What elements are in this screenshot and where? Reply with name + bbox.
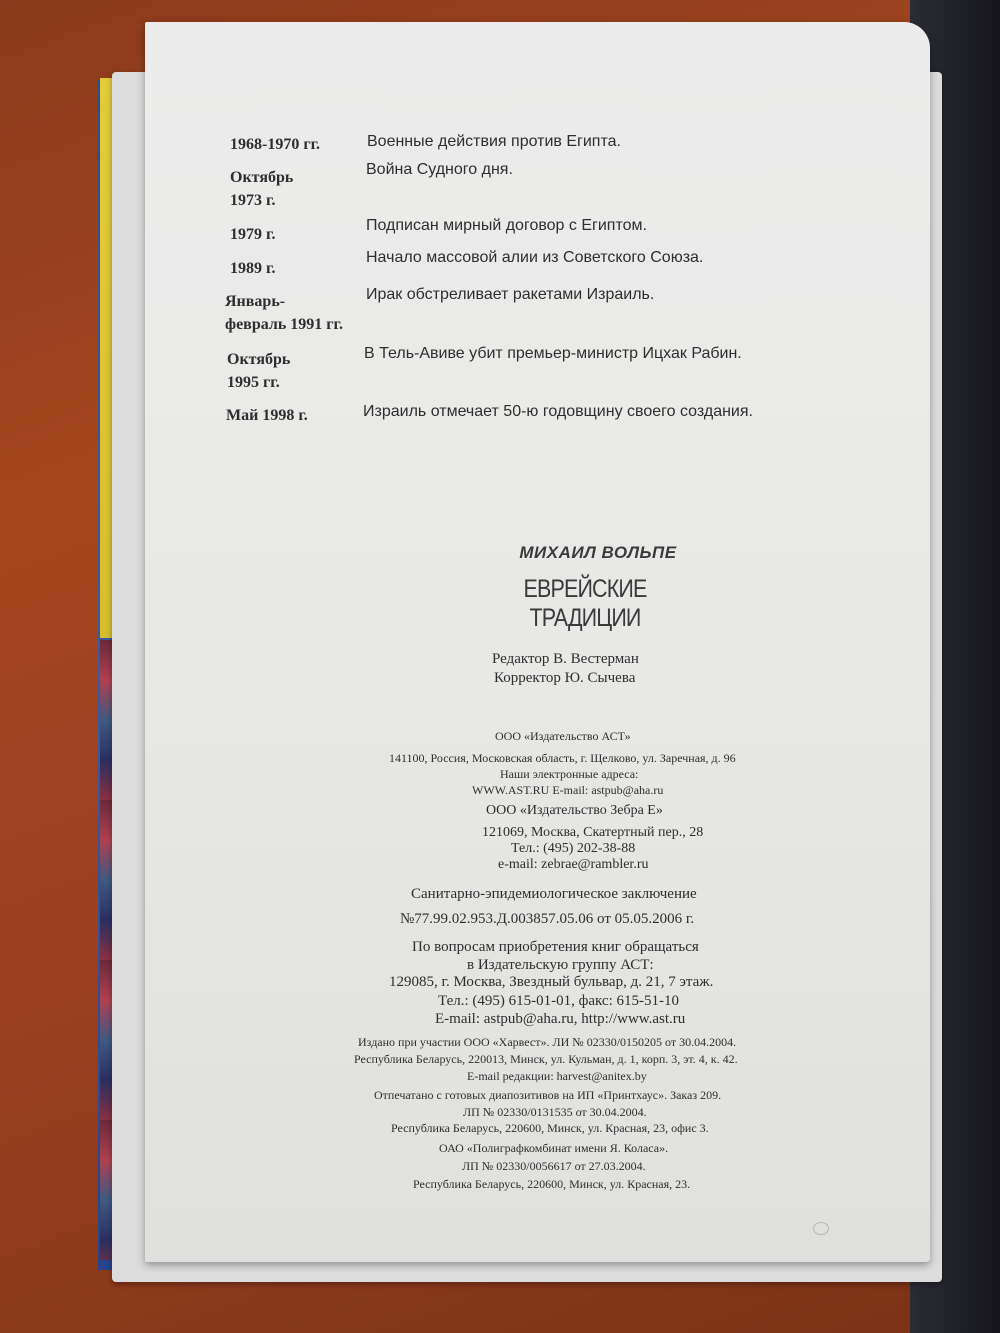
purchase-line-5: E-mail: astpub@aha.ru, http://www.ast.ru <box>435 1011 686 1027</box>
print-info-line-2: Республика Беларусь, 220013, Минск, ул. Кульман, д. 1, корп. 3, эт. 4, к. 42. <box>354 1052 738 1066</box>
print-info-line-5: ЛП № 02330/0131535 от 30.04.2004. <box>463 1105 647 1119</box>
timeline-event: Война Судного дня. <box>366 161 513 178</box>
print-info-line-6: Республика Беларусь, 220600, Минск, ул. Красная, 23, офис 3. <box>391 1121 709 1135</box>
publisher-ast-name: ООО «Издательство АСТ» <box>495 729 631 743</box>
editor-credit: Редактор В. Вестерман <box>492 651 639 667</box>
timeline-date: 1968-1970 гг. <box>230 136 321 153</box>
publisher-zebra-name: ООО «Издательство Зебра Е» <box>486 803 663 818</box>
print-info-line-9: Республика Беларусь, 220600, Минск, ул. Красная, 23. <box>413 1177 691 1191</box>
book-title: ЕВРЕЙСКИЕ ТРАДИЦИИ <box>523 575 647 632</box>
purchase-line-3: 129085, г. Москва, Звездный бульвар, д. 21, 7 этаж. <box>389 974 714 990</box>
purchase-line-2: в Издательскую группу АСТ: <box>467 957 654 973</box>
publisher-ast-address: 141100, Россия, Московская область, г. Щелково, ул. Заречная, д. 96 <box>389 751 736 765</box>
print-info-line-1: Издано при участии ООО «Харвест». ЛИ № 02330/0150205 от 30.04.2004. <box>358 1035 737 1049</box>
timeline-event: Ирак обстреливает ракетами Израиль. <box>366 286 655 303</box>
publisher-ast-emails-label: Наши электронные адреса: <box>500 767 639 781</box>
timeline-event: Военные действия против Египта. <box>367 133 621 150</box>
timeline-date: 1989 г. <box>230 260 276 277</box>
timeline-date: Январь- февраль 1991 гг. <box>225 293 344 333</box>
purchase-line-1: По вопросам приобретения книг обращаться <box>412 939 699 955</box>
timeline-event: Израиль отмечает 50-ю годовщину своего создания. <box>363 403 753 420</box>
publisher-zebra-address: 121069, Москва, Скатертный пер., 28 <box>482 825 704 840</box>
pencil-mark <box>813 1222 829 1235</box>
timeline-event: Начало массовой алии из Советского Союза. <box>366 249 704 266</box>
timeline-event: В Тель-Авиве убит премьер-министр Ицхак Рабин. <box>364 345 742 362</box>
sanitary-line-1: Санитарно-эпидемиологическое заключение <box>411 886 697 902</box>
sanitary-line-2: №77.99.02.953.Д.003857.05.06 от 05.05.2006 г. <box>400 911 695 927</box>
publisher-ast-web: WWW.AST.RU E-mail: astpub@aha.ru <box>472 783 664 797</box>
proofreader-credit: Корректор Ю. Сычева <box>494 670 636 686</box>
publisher-zebra-email: e-mail: zebrae@rambler.ru <box>498 857 649 872</box>
print-info-line-8: ЛП № 02330/0056617 от 27.03.2004. <box>462 1159 646 1173</box>
book-author: МИХАИЛ ВОЛЬПЕ <box>519 543 677 562</box>
print-info-line-4: Отпечатано с готовых диапозитивов на ИП «Принтхаус». Заказ 209. <box>374 1088 722 1102</box>
publisher-zebra-phone: Тел.: (495) 202-38-88 <box>511 841 636 856</box>
timeline-date: Октябрь 1973 г. <box>230 169 294 209</box>
book-page <box>145 22 930 1262</box>
print-info-line-3: E-mail редакции: harvest@anitex.by <box>467 1069 647 1083</box>
timeline-date: 1979 г. <box>230 226 276 243</box>
print-info-line-7: ОАО «Полиграфкомбинат имени Я. Коласа». <box>439 1141 669 1155</box>
timeline-event: Подписан мирный договор с Египтом. <box>366 217 647 234</box>
purchase-line-4: Тел.: (495) 615-01-01, факс: 615-51-10 <box>438 993 679 1009</box>
timeline-date: Октябрь 1995 гг. <box>227 351 291 391</box>
timeline-date: Май 1998 г. <box>226 407 308 424</box>
